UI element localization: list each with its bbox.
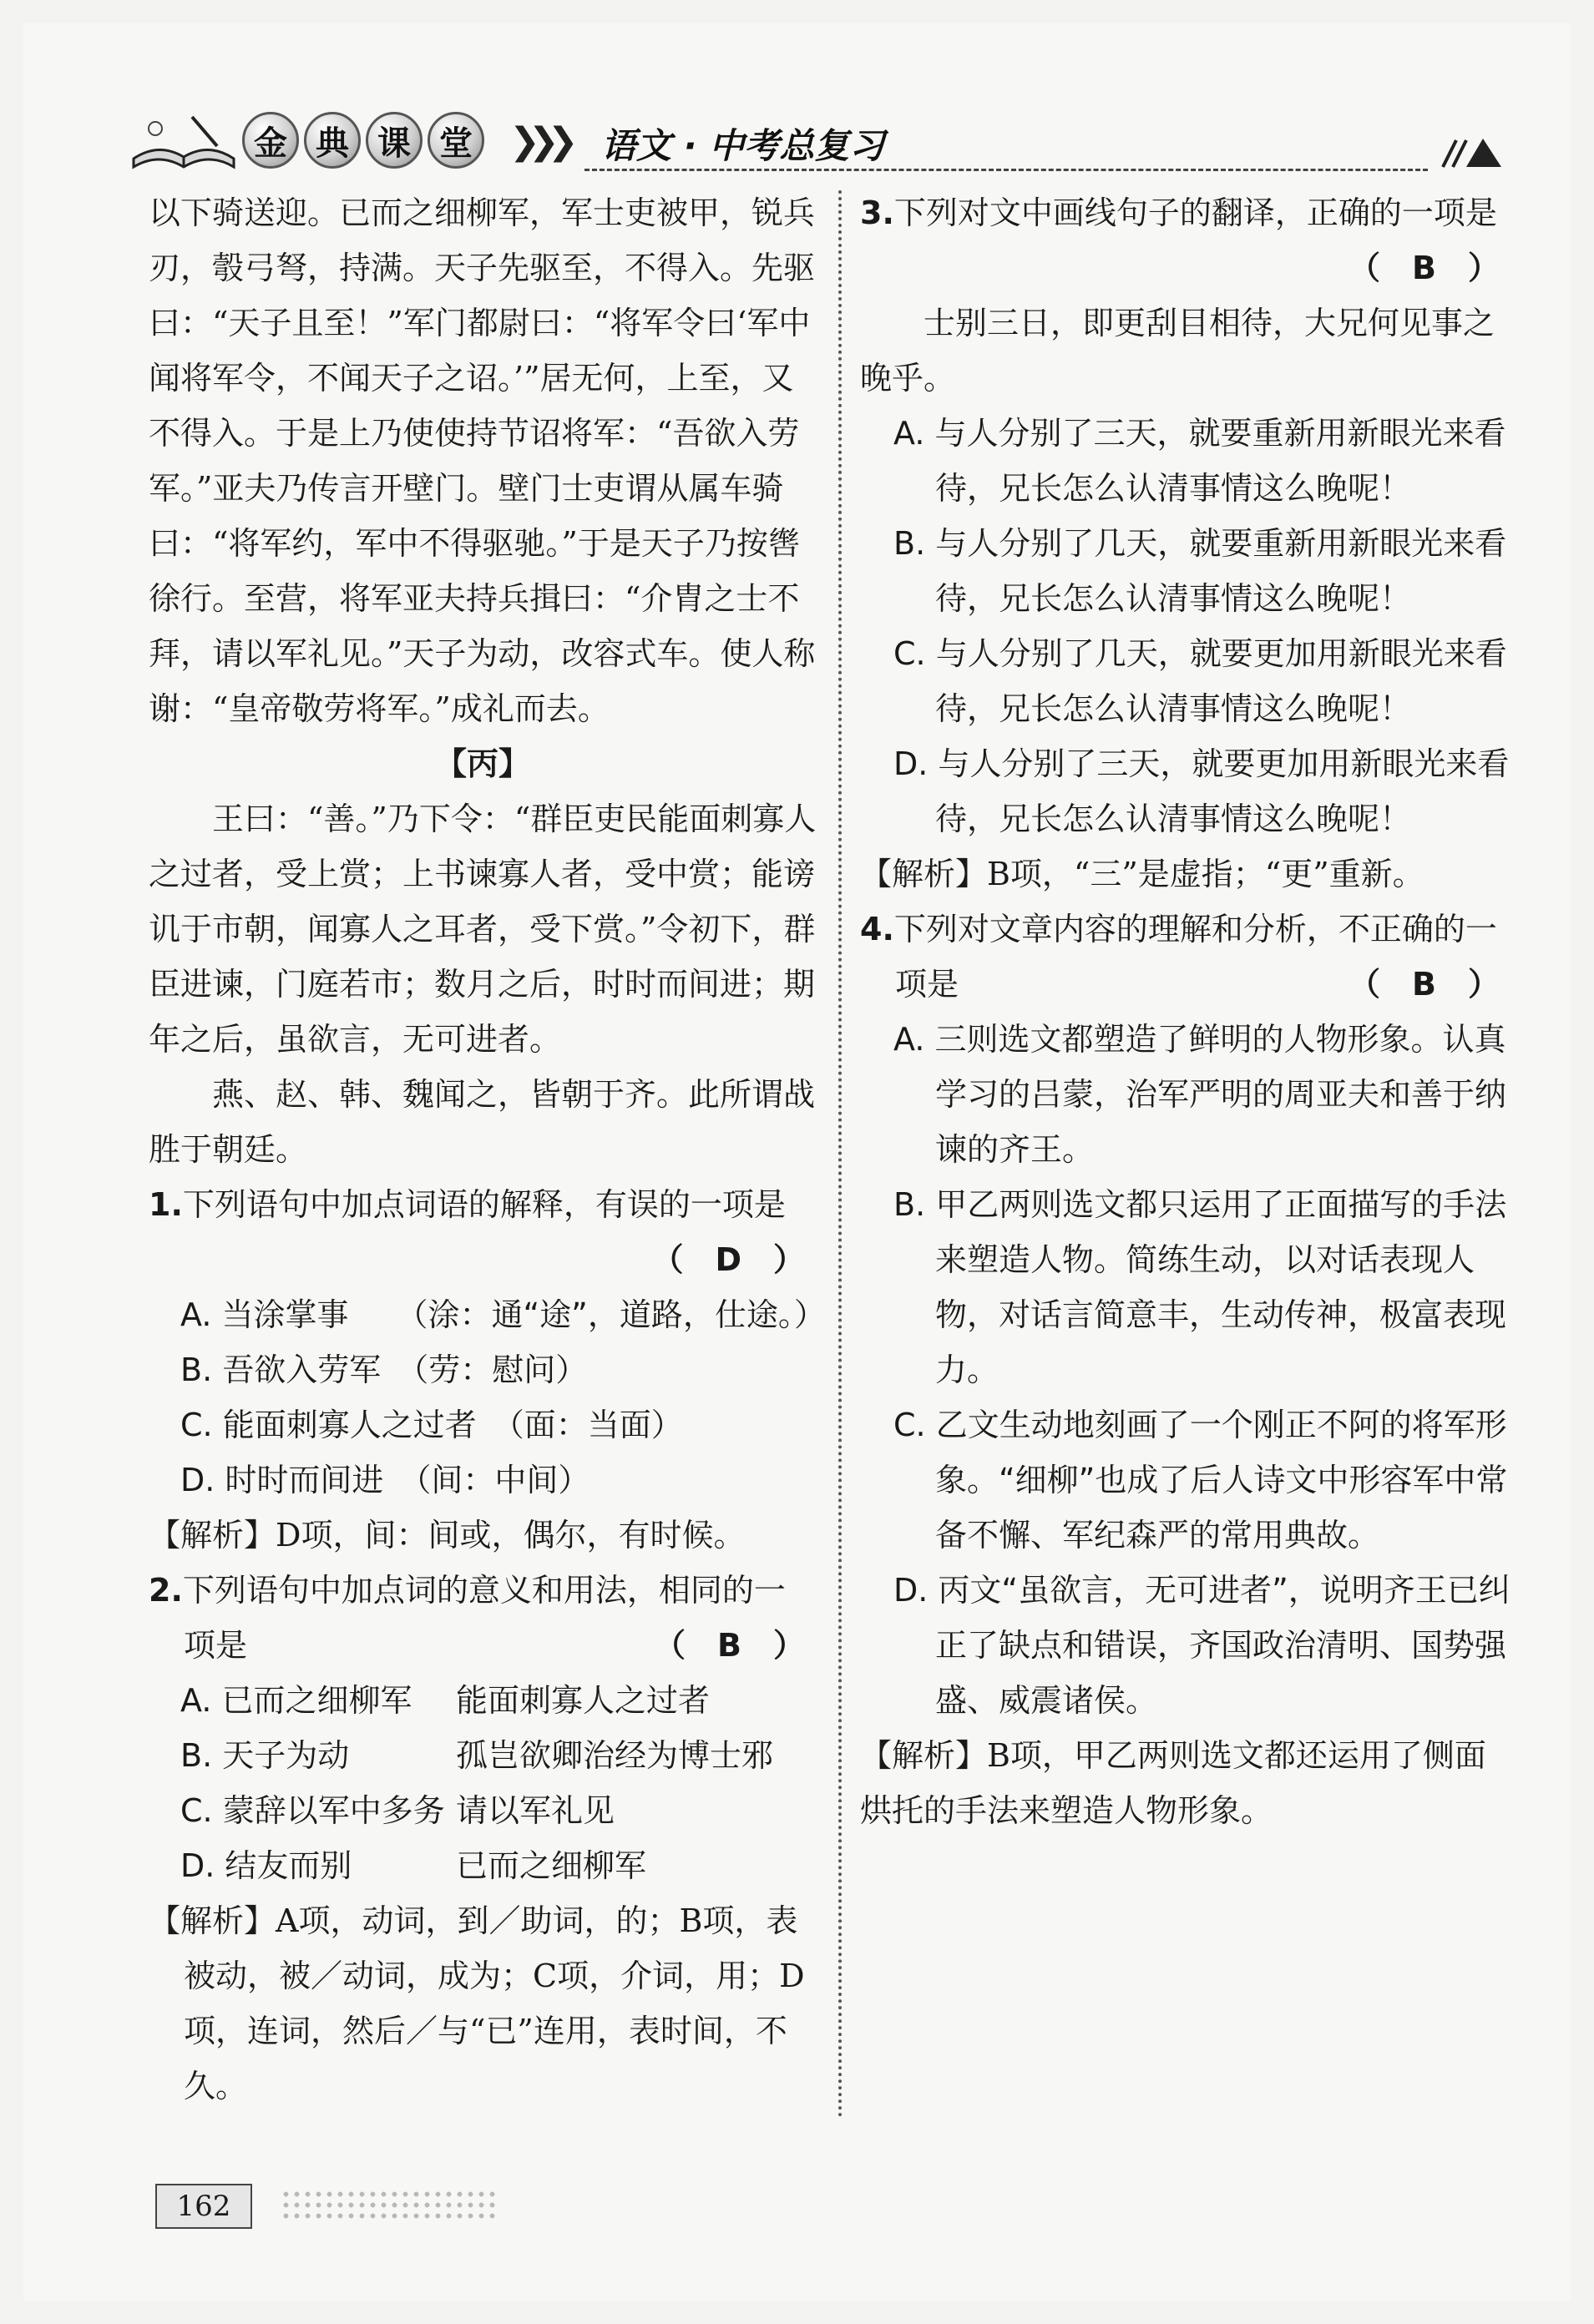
quoted-sentence: 士别三日，即更刮目相待，大兄何见事之晚乎。 — [860, 305, 1495, 397]
passage-yi-continued: 以下骑送迎。已而之细柳军，军士吏被甲，锐兵刃，彀弓弩，持满。天子先驱至，不得入。先驱曰：“天子且至！”军门都尉曰：“将军令曰‘军中闻将军令，不闻天子之诏。’”居无何，上至，又不得入。于是上乃使使持节诏将军：“吾欲入劳军。”亚夫乃传言开壁门。壁门士吏谓从属车骑曰：“将军约，军中不得驱驰。”于是天子乃按辔徐行。至营，将军亚夫持兵揖曰：“介胄之士不拜，请以军礼见。”天子为动，改容式车。使人称谢：“皇帝敬劳将军。”成礼而去。 — [149, 195, 816, 727]
header-divider — [584, 169, 1428, 171]
option-text: C. 蒙辞以军中多务 — [180, 1792, 445, 1829]
question-stem: 下列对文章内容的理解和分析，不正确的一项是 — [893, 911, 1497, 1003]
answer-bracket: （ B ） — [654, 1627, 805, 1664]
corner-triangle-icon — [1436, 134, 1503, 170]
title-char: 堂 — [428, 112, 484, 169]
option-text: 能面刺寡人之过者 — [456, 1682, 711, 1719]
passage-bing-paragraph: 王曰：“善。”乃下令：“群臣吏民能面刺寡人之过者，受上赏；上书谏寡人者，受中赏；能谤讥于市朝，闻寡人之耳者，受下赏。”令初下，群臣进谏，门庭若市；数月之后，时时而间进；期年之后，虽欲言，无可进者。 — [149, 801, 817, 1058]
answer-bracket: （ D ） — [651, 1241, 805, 1278]
title-char: 典 — [304, 112, 361, 169]
option-d — [149, 1838, 817, 1893]
option-text: B. 天子为动 — [180, 1737, 350, 1774]
explanation: 【解析】B项，甲乙两则选文都还运用了侧面烘托的手法来塑造人物形象。 — [860, 1737, 1486, 1829]
option-text: 请以军礼见 — [456, 1792, 615, 1829]
option-c — [149, 1783, 817, 1838]
option-a: A. 三则选文都塑造了鲜明的人物形象。认真学习的吕蒙，治军严明的周亚夫和善于纳谏的齐王。 — [893, 1021, 1507, 1168]
option-text: D. 结友而别 — [180, 1847, 352, 1884]
question-number: 1. — [149, 1186, 183, 1223]
series-title — [242, 112, 484, 169]
question-4 — [860, 902, 1511, 1838]
question-number: 3. — [860, 195, 894, 231]
option-b: B. 与人分别了几天，就要重新用新眼光来看待，兄长怎么认清事情这么晚呢！ — [893, 525, 1507, 617]
answer-bracket: （ B ） — [1349, 966, 1500, 1003]
option-c: C. 乙文生动地刻画了一个刚正不阿的将军形象。“细柳”也成了后人诗文中形容军中常备不懈、军纪森严的常用典故。 — [893, 1407, 1508, 1554]
answer-bracket: （ B ） — [1349, 250, 1500, 286]
question-1 — [149, 1177, 826, 1563]
section-title-bing: 【丙】 — [434, 745, 530, 782]
explanation: 【解析】A项，动词，到／助词，的；B项，表被动，被／动词，成为；C项，介词，用；D项，连词，然后／与“已”连用，表时间，不久。 — [149, 1902, 805, 2104]
option-c: C. 能面刺寡人之过者 （面：当面） — [180, 1407, 683, 1443]
question-number: 4. — [860, 911, 894, 947]
option-d: D. 丙文“虽欲言，无可进者”，说明齐王已纠正了缺点和错误，齐国政治清明、国势强盛、威震诸侯。 — [893, 1572, 1511, 1719]
option-a — [149, 1673, 817, 1728]
option-text: 已而之细柳军 — [456, 1847, 647, 1884]
footer-dot-pattern — [281, 2189, 498, 2222]
page-number: 162 — [155, 2184, 252, 2229]
question-number: 2. — [149, 1572, 183, 1609]
option-b: B. 甲乙两则选文都只运用了正面描写的手法来塑造人物。简练生动，以对话表现人物，对话言简意丰，生动传神，极富表现力。 — [893, 1186, 1507, 1388]
page-header — [125, 100, 1511, 184]
open-book-icon — [125, 109, 242, 175]
left-column — [149, 185, 826, 2114]
option-d: D. 时时而间进 （间：中间） — [180, 1462, 590, 1498]
option-b: B. 吾欲入劳军 （劳：慰问） — [180, 1351, 588, 1388]
explanation: 【解析】D项，间：间或，偶尔，有时候。 — [149, 1517, 746, 1554]
explanation: 【解析】B项，“三”是虚指；“更”重新。 — [860, 856, 1424, 892]
passage-bing-paragraph: 燕、赵、韩、魏闻之，皆朝于齐。此所谓战胜于朝廷。 — [149, 1076, 816, 1168]
column-divider — [838, 190, 842, 2119]
question-stem: 下列对文中画线句子的翻译，正确的一项是 — [893, 195, 1497, 231]
option-text: 孤岂欲卿治经为博士邪 — [456, 1737, 774, 1774]
question-stem: 下列语句中加点词的意义和用法，相同的一项是 — [182, 1572, 786, 1664]
subject-title: 语文 · 中考总复习 — [601, 125, 885, 166]
question-stem: 下列语句中加点词语的解释，有误的一项是 — [182, 1186, 786, 1223]
option-d: D. 与人分别了三天，就要更加用新眼光来看待，兄长怎么认清事情这么晚呢！ — [893, 745, 1510, 837]
question-3 — [860, 185, 1511, 902]
title-char: 课 — [366, 112, 423, 169]
title-char: 金 — [242, 112, 299, 169]
option-a: A. 当涂掌事 （涂：通“途”，道路，仕途。） — [180, 1296, 826, 1333]
chevron-right-icon: ❯❯❯ — [509, 120, 567, 163]
option-b — [149, 1728, 817, 1783]
question-2 — [149, 1563, 817, 2114]
option-a: A. 与人分别了三天，就要重新用新眼光来看待，兄长怎么认清事情这么晚呢！ — [893, 415, 1506, 507]
right-column — [860, 185, 1511, 1838]
option-c: C. 与人分别了几天，就要更加用新眼光来看待，兄长怎么认清事情这么晚呢！ — [893, 635, 1507, 727]
option-text: A. 已而之细柳军 — [180, 1682, 412, 1719]
